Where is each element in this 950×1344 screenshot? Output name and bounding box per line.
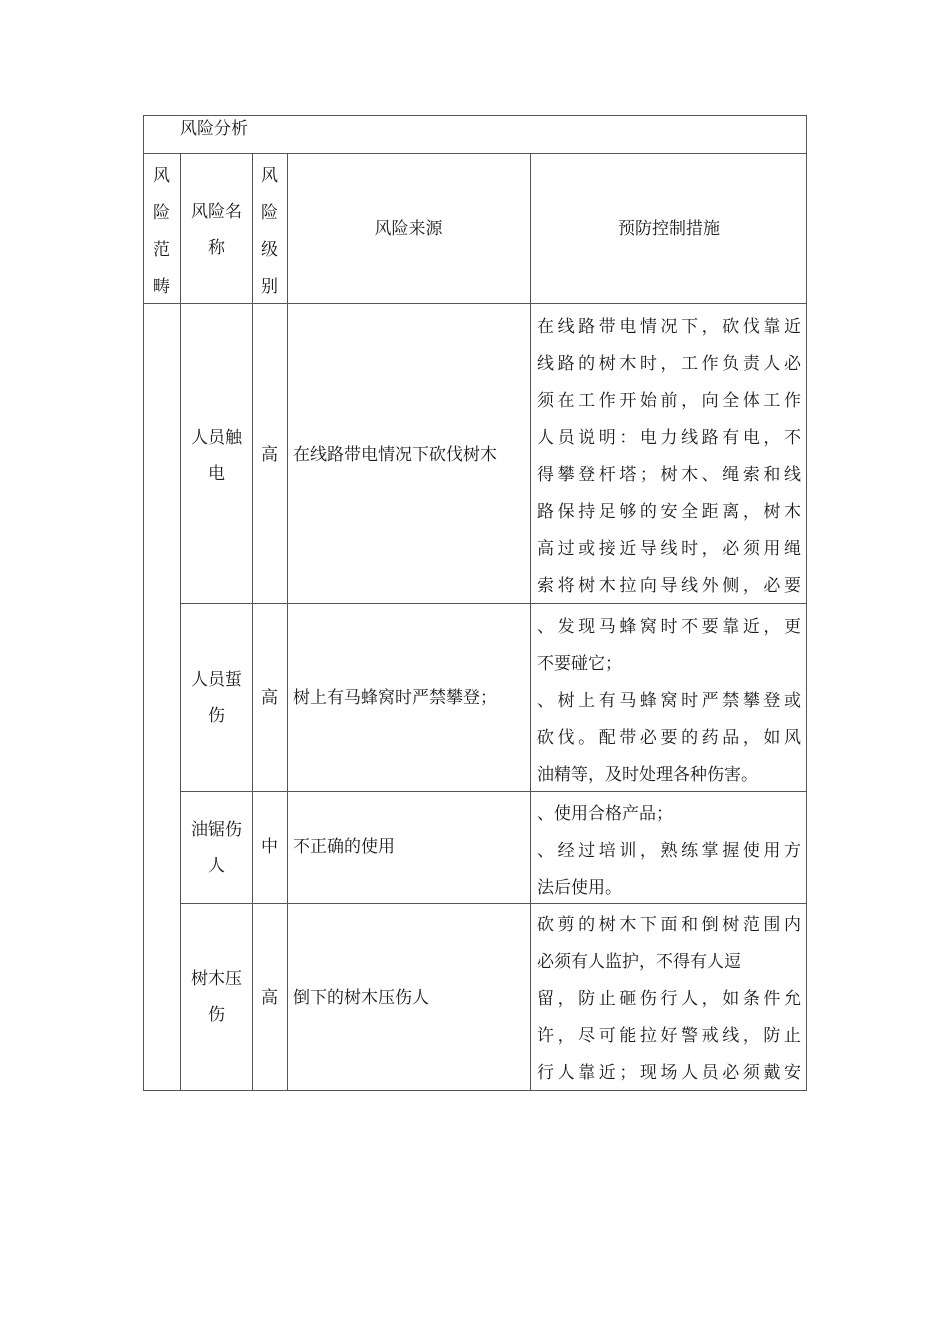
header-divider [143,303,807,304]
wrapped-label: 人员触 电 [191,428,242,484]
measure-line: 索将树木拉向导线外侧，必要 [537,576,801,596]
measure-line: 必须有人监护，不得有人逗 [537,952,741,972]
wrapped-label: 油锯伤 人 [191,820,242,876]
measure-line: 、树上有马蜂窝时严禁攀登或 [537,691,801,711]
measure-line: 砍剪的树木下面和倒树范围内 [537,915,801,935]
header-name [185,194,248,266]
header-measures: 预防控制措施 [618,219,720,239]
measure-line: 许，尽可能拉好警戒线，防止 [537,1026,801,1046]
measure-line: 法后使用。 [537,878,622,898]
measure-line: 、使用合格产品； [537,804,673,824]
row-level: 高 [261,988,278,1008]
header-category [143,158,180,306]
row-name [185,961,248,1033]
header-level [252,158,287,306]
row-level: 高 [261,688,278,708]
row-name [185,812,248,884]
row-level: 中 [261,837,278,857]
row-name [185,420,248,492]
wrapped-label: 风险名 称 [191,202,242,258]
measure-line: 行人靠近；现场人员必须戴安 [537,1063,801,1083]
row-source: 不正确的使用 [293,837,395,857]
row-level: 高 [261,445,278,465]
header-char: 别 [261,277,278,297]
header-source: 风险来源 [374,219,443,239]
wrapped-label: 人员蜇 伤 [191,670,242,726]
measure-line: 不要碰它； [537,654,622,674]
title-divider [143,153,807,154]
row-source: 在线路带电情况下砍伐树木 [293,445,497,465]
measure-line: 得攀登杆塔；树木、绳索和线 [537,465,801,485]
measure-line: 、经过培训，熟练掌握使用方 [537,841,801,861]
column-divider [530,153,531,1091]
measure-line: 人员说明：电力线路有电，不 [537,428,801,448]
measure-line: 、发现马蜂窝时不要靠近，更 [537,617,801,637]
header-char: 级 [261,240,278,260]
header-level-text [252,158,287,306]
wrapped-label: 树木压 伤 [191,969,242,1025]
table-title: 风险分析 [180,119,248,139]
row-name [185,662,248,734]
measure-line: 高过或接近导线时，必须用绳 [537,539,801,559]
measure-line: 在线路带电情况下，砍伐靠近 [537,317,801,337]
measure-line: 线路的树木时，工作负责人必 [537,354,801,374]
measure-line: 留，防止砸伤行人，如条件允 [537,989,801,1009]
measure-line: 砍伐。配带必要的药品，如风 [537,728,801,748]
row-source: 树上有马蜂窝时严禁攀登； [293,688,497,708]
row-measures [537,907,801,1092]
header-char: 风 [153,166,170,186]
header-char: 风 [261,166,278,186]
row-measures [537,309,801,605]
column-divider [287,153,288,1091]
row-source: 倒下的树木压伤人 [293,988,429,1008]
header-category-text [143,158,180,306]
measure-line: 须在工作开始前，向全体工作 [537,391,801,411]
header-char: 畴 [153,277,170,297]
header-char: 险 [261,203,278,223]
header-char: 范 [153,240,170,260]
column-divider [180,153,181,1091]
measure-line: 路保持足够的安全距离，树木 [537,502,801,522]
header-char: 险 [153,203,170,223]
measure-line: 油精等，及时处理各种伤害。 [537,765,758,785]
row-measures [537,796,801,907]
row-measures [537,609,801,794]
